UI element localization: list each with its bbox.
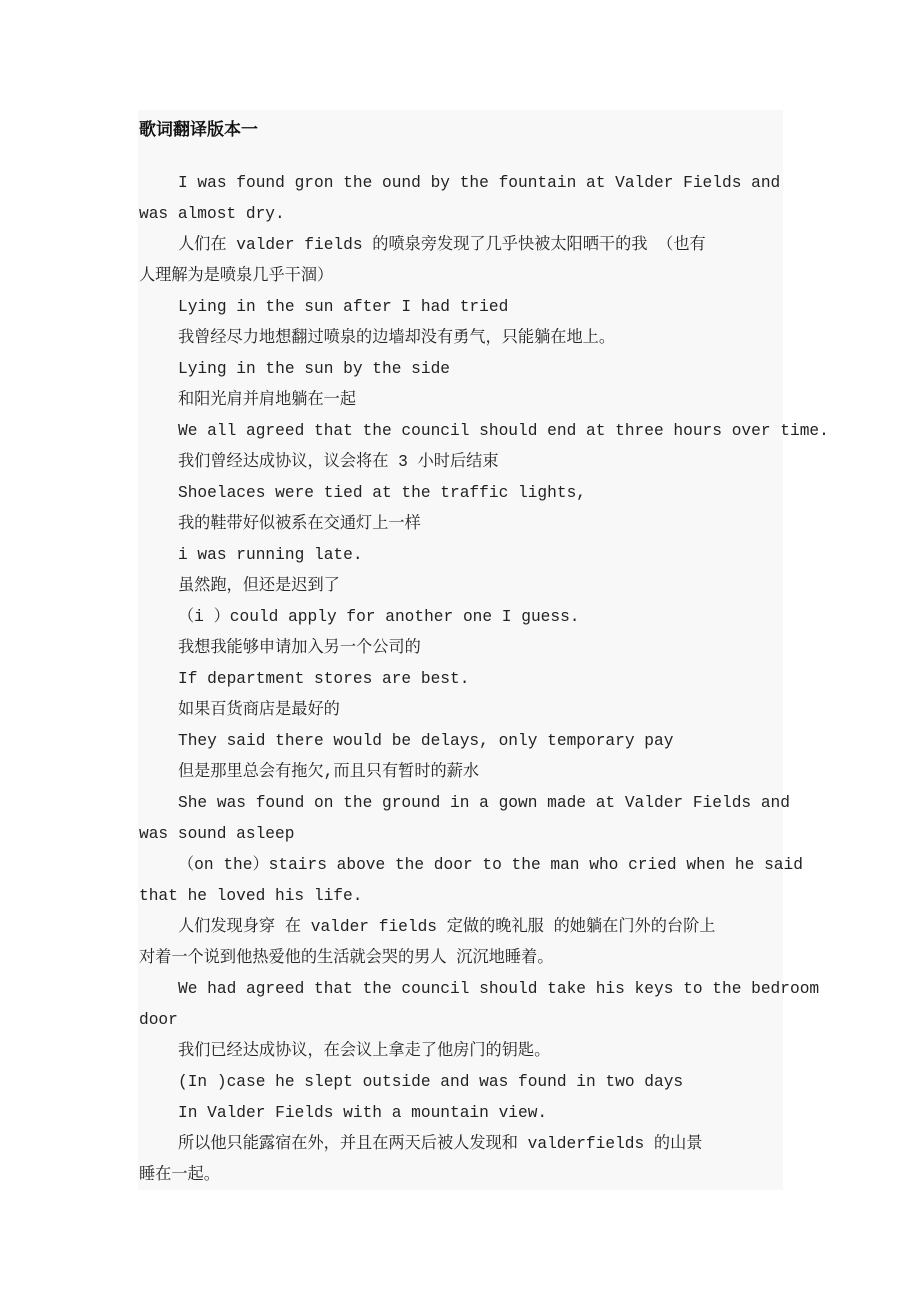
lyric-line: (In )case he slept outside and was found in two days (178, 1073, 684, 1091)
lyric-line: door (139, 1011, 178, 1029)
lyric-paragraph (139, 416, 839, 447)
lyric-paragraph (139, 168, 839, 230)
lyric-line: （on the）stairs above the door to the man who cried when he said (178, 856, 803, 874)
lyric-paragraph (139, 974, 839, 1036)
lyric-line: We had agreed that the council should take his keys to the bedroom (178, 980, 820, 998)
lyric-line: 我们曾经达成协议，议会将在 3 小时后结束 (178, 453, 499, 471)
lyric-line: 所以他只能露宿在外，并且在两天后被人发现和 valderfields 的山景 (178, 1135, 703, 1153)
lyric-paragraph (139, 695, 839, 726)
lyric-line: 我想我能够申请加入另一个公司的 (178, 639, 421, 657)
lyric-paragraph (139, 540, 839, 571)
lyric-line: 虽然跑，但还是迟到了 (178, 577, 340, 595)
lyric-paragraph (139, 385, 839, 416)
lyric-line: 人理解为是喷泉几乎干涸） (139, 267, 334, 285)
lyric-line: If department stores are best. (178, 670, 470, 688)
lyric-line: 如果百货商店是最好的 (178, 701, 340, 719)
lyric-line: was almost dry. (139, 205, 285, 223)
lyric-paragraph (139, 323, 839, 354)
lyric-line: 我们已经达成协议，在会议上拿走了他房门的钥匙。 (178, 1042, 551, 1060)
lyric-paragraph (139, 509, 839, 540)
lyric-line: I was found gron the ound by the fountain at Valder Fields and (178, 174, 781, 192)
lyric-line: （i ）could apply for another one I guess. (178, 608, 580, 626)
lyric-paragraph (139, 726, 839, 757)
lyric-line: Lying in the sun by the side (178, 360, 450, 378)
lyric-paragraph (139, 1067, 839, 1098)
lyric-paragraph (139, 912, 839, 974)
lyric-paragraph (139, 478, 839, 509)
lyric-line: 对着一个说到他热爱他的生活就会哭的男人 沉沉地睡着。 (139, 949, 554, 967)
lyric-line: Lying in the sun after I had tried (178, 298, 509, 316)
lyric-line: 我曾经尽力地想翻过喷泉的边墙却没有勇气，只能躺在地上。 (178, 329, 616, 347)
lyric-paragraph (139, 1036, 839, 1067)
lyric-paragraph (139, 757, 839, 788)
lyric-paragraph (139, 292, 839, 323)
lyric-paragraph (139, 664, 839, 695)
lyric-paragraph (139, 230, 839, 292)
lyric-line: Shoelaces were tied at the traffic lights, (178, 484, 586, 502)
lyric-paragraph (139, 602, 839, 633)
lyric-line: 人们发现身穿 在 valder fields 定做的晚礼服 的她躺在门外的台阶上 (178, 918, 716, 936)
lyric-line: 我的鞋带好似被系在交通灯上一样 (178, 515, 421, 533)
lyric-paragraph (139, 788, 839, 850)
lyric-line: We all agreed that the council should end at three hours over time. (178, 422, 829, 440)
lyric-line: She was found on the ground in a gown made at Valder Fields and (178, 794, 790, 812)
lyric-line: was sound asleep (139, 825, 295, 843)
lyric-paragraph (139, 1098, 839, 1129)
lyric-line: 人们在 valder fields 的喷泉旁发现了几乎快被太阳晒干的我 （也有 (178, 236, 706, 254)
lyrics-body (139, 168, 839, 1191)
lyric-paragraph (139, 1129, 839, 1191)
lyric-paragraph (139, 354, 839, 385)
lyric-line: 睡在一起。 (139, 1166, 220, 1184)
lyric-paragraph (139, 447, 839, 478)
lyric-paragraph (139, 850, 839, 912)
document-title: 歌词翻译版本一 (139, 120, 258, 140)
lyric-line: 但是那里总会有拖欠,而且只有暂时的薪水 (178, 763, 480, 781)
lyric-line: that he loved his life. (139, 887, 363, 905)
lyric-line: i was running late. (178, 546, 363, 564)
lyric-paragraph (139, 633, 839, 664)
lyric-line: In Valder Fields with a mountain view. (178, 1104, 548, 1122)
lyric-line: They said there would be delays, only temporary pay (178, 732, 674, 750)
lyric-line: 和阳光肩并肩地躺在一起 (178, 391, 357, 409)
lyric-paragraph (139, 571, 839, 602)
